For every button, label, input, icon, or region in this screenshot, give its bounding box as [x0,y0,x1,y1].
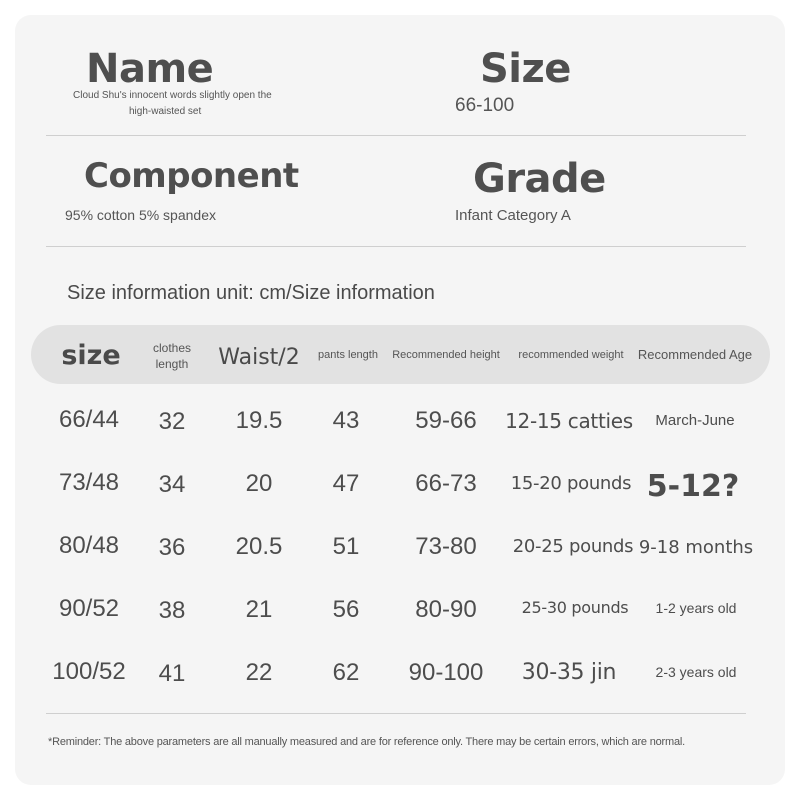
header-pants-length: pants length [318,349,378,361]
cell-size: 73/48 [58,469,120,496]
cell-waist: 19.5 [235,407,283,434]
divider-middle [46,246,746,247]
size-value: 66-100 [455,95,515,116]
header-size: size [61,340,121,371]
cell-age: 9-18 months [638,537,754,558]
reminder-note: *Reminder: The above parameters are all manually measured and are for reference only. There may be certain errors, which are normal. [48,736,685,748]
cell-height: 66-73 [415,470,477,497]
header-recommended-weight: recommended weight [518,349,624,361]
grade-title: Grade [473,156,606,202]
cell-age: March-June [655,412,735,429]
cell-size: 90/52 [58,595,120,622]
header-waist: Waist/2 [218,345,300,370]
size-title: Size [480,46,571,92]
grade-value: Infant Category A [455,207,571,224]
component-title: Component [84,156,299,196]
cell-weight: 30-35 jin [521,660,617,685]
cell-pants-length: 47 [332,470,360,497]
name-value-line2: high-waisted set [129,106,202,117]
section-title: Size information unit: cm/Size information [67,282,435,304]
cell-height: 80-90 [415,596,477,623]
cell-clothes-length: 41 [158,660,186,687]
cell-weight: 12-15 catties [505,409,633,433]
cell-weight: 15-20 pounds [510,473,632,494]
cell-waist: 20.5 [235,533,283,560]
component-value: 95% cotton 5% spandex [65,207,216,223]
cell-age: 1-2 years old [655,600,737,616]
cell-waist: 20 [245,470,273,497]
cell-clothes-length: 32 [158,408,186,435]
cell-clothes-length: 38 [158,597,186,624]
cell-clothes-length: 36 [158,534,186,561]
cell-size: 100/52 [52,658,126,685]
divider-top [46,135,746,136]
cell-clothes-length: 34 [158,471,186,498]
cell-age: 5-12? [646,469,740,504]
cell-pants-length: 62 [332,659,360,686]
cell-pants-length: 51 [332,533,360,560]
header-clothes-length [153,341,191,372]
cell-waist: 21 [245,596,273,623]
header-recommended-height: Recommended height [392,349,500,361]
header-clothes-line2: length [155,356,189,371]
cell-pants-length: 43 [332,407,360,434]
cell-weight: 20-25 pounds [512,536,634,557]
header-recommended-age: Recommended Age [637,347,753,362]
cell-pants-length: 56 [332,596,360,623]
cell-height: 73-80 [415,533,477,560]
name-title: Name [86,46,214,92]
name-value-line1: Cloud Shu's innocent words slightly open the [73,90,272,101]
divider-bottom [46,713,746,714]
cell-size: 80/48 [58,532,120,559]
cell-waist: 22 [245,659,273,686]
cell-age: 2-3 years old [655,664,737,680]
cell-height: 59-66 [415,407,477,434]
header-clothes-line1: clothes [152,341,192,355]
cell-size: 66/44 [58,406,120,433]
cell-weight: 25-30 pounds [521,598,629,617]
cell-height: 90-100 [408,659,484,686]
